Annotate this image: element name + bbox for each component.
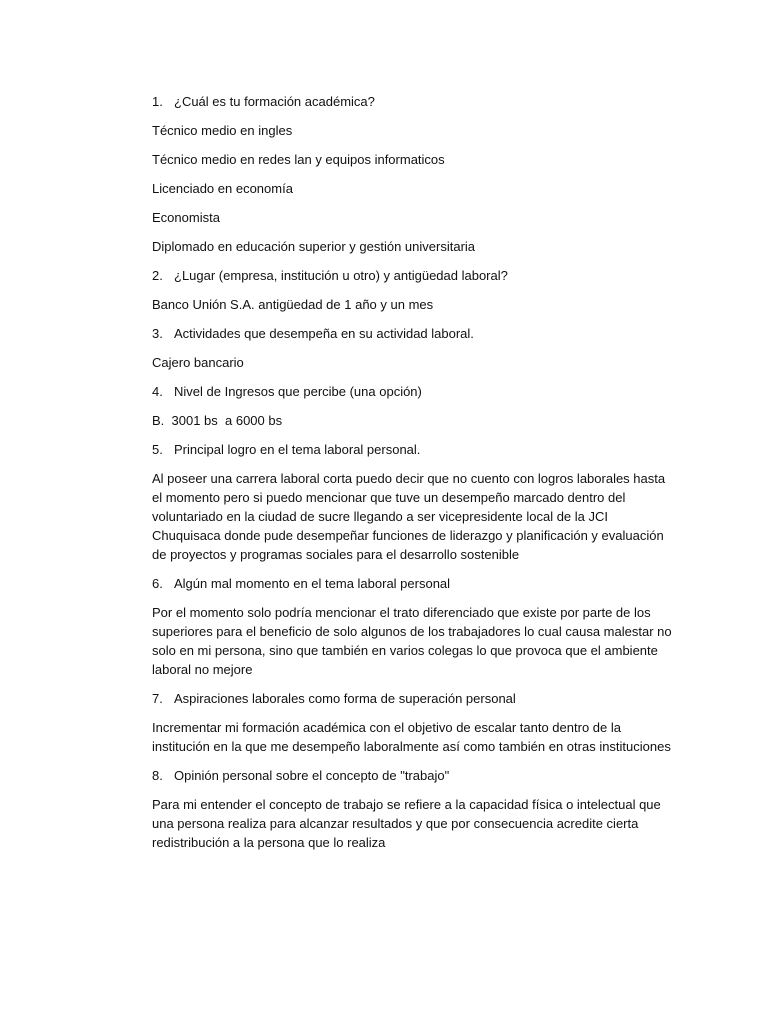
answer-paragraph: Al poseer una carrera laboral corta puedo decir que no cuento con logros laborales hasta el momento pero si puedo mencionar que tuve un desempeño marcado dentro del voluntariado en la ciudad de sucre llegando a ser vicepresidente local de la JCI Chuquisaca donde pude desempeñar funciones de liderazgo y planificación y evaluación de proyectos y programas sociales para el desarrollo sostenible [152, 471, 666, 562]
answer-line: Licenciado en economía [152, 181, 293, 196]
question-number: 2. [152, 268, 163, 283]
question-text: Algún mal momento en el tema laboral personal [174, 576, 451, 591]
question-6 [152, 574, 672, 593]
question-number: 1. [152, 94, 163, 109]
question-text: Aspiraciones laborales como forma de superación personal [174, 691, 516, 706]
question-text: Principal logro en el tema laboral personal. [174, 442, 421, 457]
answer-line: Economista [152, 210, 220, 225]
answer-line: Banco Unión S.A. antigüedad de 1 año y un mes [152, 297, 434, 312]
answer-paragraph: Incrementar mi formación académica con el objetivo de escalar tanto dentro de la institución en la que me desempeño laboralmente así como también en otras instituciones [152, 720, 671, 754]
question-number: 4. [152, 384, 163, 399]
answer-paragraph: Por el momento solo podría mencionar el trato diferenciado que existe por parte de los superiores para el beneficio de solo algunos de los trabajadores lo cual causa malestar no solo en mi persona, sino que también en varios colegas lo que provoca que el ambiente laboral no mejore [152, 605, 672, 677]
question-3 [152, 324, 672, 343]
question-text: ¿Lugar (empresa, institución u otro) y antigüedad laboral? [174, 268, 508, 283]
document-body [152, 92, 672, 862]
question-number: 3. [152, 326, 163, 341]
question-2 [152, 266, 672, 285]
question-text: Nivel de Ingresos que percibe (una opción) [174, 384, 422, 399]
question-1 [152, 92, 672, 111]
question-4 [152, 382, 672, 401]
answer-line: B. 3001 bs a 6000 bs [152, 413, 283, 428]
question-7 [152, 689, 672, 708]
answer-line: Técnico medio en ingles [152, 123, 293, 138]
question-5 [152, 440, 672, 459]
question-text: Actividades que desempeña en su actividad laboral. [174, 326, 474, 341]
question-text: Opinión personal sobre el concepto de "trabajo" [174, 768, 450, 783]
answer-line: Diplomado en educación superior y gestión universitaria [152, 239, 476, 254]
answer-paragraph: Para mi entender el concepto de trabajo se refiere a la capacidad física o intelectual que una persona realiza para alcanzar resultados y que por consecuencia acredite cierta redistribución a la persona que lo realiza [152, 797, 661, 850]
question-number: 5. [152, 442, 163, 457]
answer-line: Técnico medio en redes lan y equipos informaticos [152, 152, 445, 167]
question-number: 6. [152, 576, 163, 591]
question-number: 7. [152, 691, 163, 706]
question-8 [152, 766, 672, 785]
answer-line: Cajero bancario [152, 355, 244, 370]
question-number: 8. [152, 768, 163, 783]
question-text: ¿Cuál es tu formación académica? [174, 94, 375, 109]
